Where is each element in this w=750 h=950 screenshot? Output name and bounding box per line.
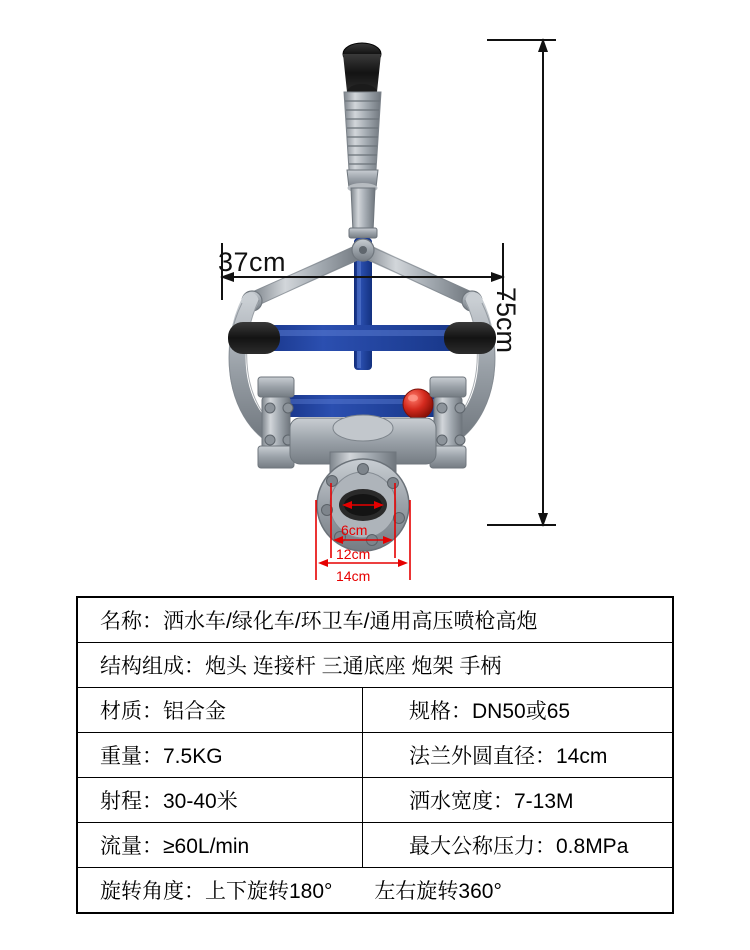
spec-value-flow: ≥60L/min (163, 835, 250, 858)
spec-label-spray-width: 洒水宽度： (409, 790, 514, 813)
spec-label-flange-diameter: 法兰外圆直径： (409, 745, 556, 768)
table-row (77, 643, 673, 688)
table-row (77, 868, 673, 914)
spec-label-flow: 流量： (100, 835, 163, 858)
spec-cell-structure (77, 643, 673, 688)
spec-value-name: 洒水车/绿化车/环卫车/通用高压喷枪高炮 (163, 610, 538, 633)
spec-label-structure: 结构组成： (100, 655, 205, 678)
table-row (77, 733, 673, 778)
spec-label-rotation: 旋转角度： (100, 880, 205, 903)
spec-cell-pressure (363, 823, 674, 868)
spec-label-pressure: 最大公称压力： (409, 835, 556, 858)
spec-value-rotation: 上下旋转180° 左右旋转360° (205, 880, 502, 903)
spec-value-model: DN50或65 (472, 700, 571, 723)
spec-table (76, 596, 674, 914)
spec-label-range: 射程： (100, 790, 163, 813)
dimension-label-flange-bolt: 12cm (336, 546, 371, 562)
flange-left (258, 377, 294, 468)
spec-value-range: 30-40米 (163, 790, 238, 813)
spec-cell-range (77, 778, 363, 823)
spec-cell-material (77, 688, 363, 733)
spec-table-body (77, 597, 673, 913)
table-row (77, 597, 673, 643)
spec-cell-flow (77, 823, 363, 868)
table-row (77, 823, 673, 868)
spec-value-weight: 7.5KG (163, 745, 223, 768)
dimension-label-flange-inner: 6cm (341, 522, 368, 538)
spec-cell-rotation (77, 868, 673, 914)
spec-label-model: 规格： (409, 700, 472, 723)
dimension-label-height: 75cm (491, 287, 521, 354)
spec-value-material: 铝合金 (163, 700, 226, 723)
handle-bar (228, 322, 496, 354)
spec-value-pressure: 0.8MPa (556, 835, 629, 858)
dimension-label-width: 37cm (218, 247, 287, 277)
grip-left (228, 322, 280, 354)
grip-right (444, 322, 496, 354)
spec-cell-spray-width (363, 778, 674, 823)
spec-label-material: 材质： (100, 700, 163, 723)
table-row (77, 778, 673, 823)
spec-cell-model (363, 688, 674, 733)
table-row (77, 688, 673, 733)
spec-label-weight: 重量： (100, 745, 163, 768)
spec-cell-flange-diameter (363, 733, 674, 778)
spec-cell-weight (77, 733, 363, 778)
red-knob (403, 389, 433, 419)
spec-cell-name (77, 597, 673, 643)
dimension-label-flange-outer: 14cm (336, 568, 371, 584)
spec-value-spray-width: 7-13M (514, 790, 574, 813)
spec-value-structure: 炮头 连接杆 三通底座 炮架 手柄 (205, 655, 502, 678)
dimension-height (487, 40, 556, 525)
nozzle-head (343, 43, 381, 238)
spec-label-name: 名称： (100, 610, 163, 633)
spec-value-flange-diameter: 14cm (556, 745, 608, 768)
